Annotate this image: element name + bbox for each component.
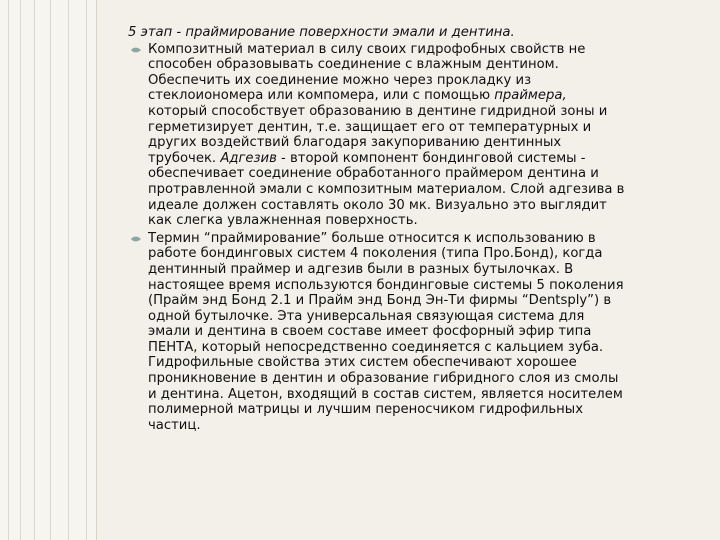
text-line: как слегка увлажненная поверхность.	[148, 213, 418, 229]
bullet-paragraph-2	[131, 231, 703, 434]
text-line: обеспечивает соединение обработанного праймером дентина и	[148, 166, 599, 182]
text-line: идеале должен составлять около 30 мк. Визуально это выглядит	[148, 197, 607, 213]
text-line	[148, 151, 703, 167]
text-line: других воздействий благодаря закупориванию дентинных	[148, 135, 562, 151]
text-line: дентинный праймер и адгезив были в разных бутылочках. В	[148, 261, 574, 277]
text-line: который способствует образованию в дентине гидридной зоны и	[148, 103, 608, 119]
emphasis-adhesive: Адгезив	[220, 150, 277, 166]
bullet-leaf-icon	[130, 46, 142, 54]
text-run: стеклоиономера или компомера, или с помощью	[148, 88, 495, 104]
panel-stripe	[34, 0, 35, 540]
panel-stripe	[8, 0, 9, 540]
bullet-paragraph-1	[131, 42, 703, 229]
text-line: ПЕНТА, который непосредственно соединяется с кальцием зуба.	[148, 339, 604, 355]
slide-heading: 5 этап - праймирование поверхности эмали и дентина.	[128, 25, 515, 40]
panel-stripe	[50, 0, 51, 540]
text-line: эмали и дентина в своем составе имеет фосфорный эфир типа	[148, 324, 592, 340]
text-line: (Прайм энд Бонд 2.1 и Прайм энд Бонд Эн-Ти фирмы “Dentsply”) в	[148, 293, 612, 309]
text-line: частиц.	[148, 417, 201, 433]
text-line	[148, 88, 703, 104]
text-line: настоящее время используются бондинговые системы 5 поколения	[148, 277, 624, 293]
left-decorative-panel	[0, 0, 97, 540]
text-line: Гидрофильные свойства этих систем обеспечивают хорошее	[148, 355, 577, 371]
panel-stripe	[20, 0, 21, 540]
panel-stripe	[86, 0, 87, 540]
text-line: протравленной эмали с композитным материалом. Слой адгезива в	[148, 181, 625, 197]
text-line: и дентина. Ацетон, входящий в состав систем, является носителем	[148, 386, 623, 402]
text-line: полимерной матрицы и лучшим переносчиком гидрофильных	[148, 402, 584, 418]
slide-content	[128, 25, 703, 435]
text-line: одной бутылочке. Эта универсальная связующая система для	[148, 308, 585, 324]
text-line: проникновение в дентин и образование гибридного слоя из смолы	[148, 371, 619, 387]
text-line: способен образовывать соединение с влажным дентином.	[148, 57, 559, 73]
text-line: герметизирует дентин, т.е. защищает его от температурных и	[148, 119, 592, 135]
text-line: Обеспечить их соединение можно через прокладку из	[148, 72, 532, 88]
bullet-leaf-icon	[130, 235, 142, 243]
text-line: Термин “праймирование” больше относится к использованию в	[148, 230, 596, 246]
paragraph-text	[148, 42, 703, 229]
panel-stripe	[68, 0, 69, 540]
paragraph-text	[148, 231, 703, 434]
text-run: трубочек.	[148, 150, 221, 166]
emphasis-primer: праймера,	[494, 88, 567, 104]
text-line: работе бондинговых систем 4 поколения (типа Про.Бонд), когда	[148, 246, 603, 262]
text-run: - второй компонент бондинговой системы -	[276, 150, 586, 166]
text-line: Композитный материал в силу своих гидрофобных свойств не	[148, 41, 586, 57]
